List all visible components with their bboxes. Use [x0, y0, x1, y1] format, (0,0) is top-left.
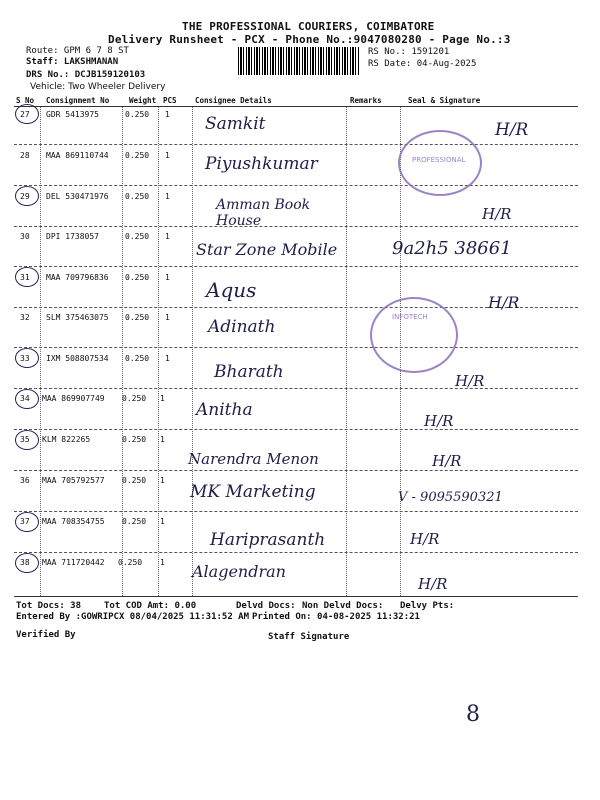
rs-date: RS Date: 04-Aug-2025 — [368, 59, 477, 69]
row-sno: 35 — [20, 435, 30, 444]
row-consignment: MAA 708354755 — [42, 517, 105, 526]
row-weight: 0.250 — [122, 435, 147, 444]
row-weight: 0.250 — [125, 192, 150, 201]
staff-signature-label: Staff Signature — [268, 632, 350, 642]
row-pcs: 1 — [160, 394, 165, 403]
row-pcs: 1 — [160, 517, 165, 526]
row-pcs: 1 — [165, 313, 170, 322]
delivery-points: Delvy Pts: — [400, 601, 455, 611]
row-consignee: Piyushkumar — [205, 154, 318, 174]
company-stamp — [370, 297, 458, 373]
company-title: THE PROFESSIONAL COURIERS, COIMBATORE — [182, 20, 435, 33]
row-separator — [14, 144, 578, 145]
signature-phone: V - 9095590321 — [398, 490, 503, 505]
row-pcs: 1 — [160, 476, 165, 485]
row-sno: 30 — [20, 232, 30, 241]
row-weight: 0.250 — [118, 558, 143, 567]
row-consignment: MAA 869110744 — [46, 151, 109, 160]
col-seal: Seal & Signature — [408, 96, 481, 105]
row-consignee: Samkit — [205, 114, 266, 134]
row-consignee: Alagendran — [192, 562, 286, 581]
row-sno: 28 — [20, 151, 30, 160]
row-consignee: Amman Book House — [216, 197, 311, 229]
barcode — [238, 47, 360, 75]
row-consignment: SLM 375463075 — [46, 313, 109, 322]
row-sno: 37 — [20, 517, 30, 526]
col-remarks: Remarks — [350, 96, 382, 105]
row-consignee: MK Marketing — [190, 482, 316, 502]
stamp-text: INFOTECH — [392, 313, 428, 321]
non-delivered-docs: Non Delvd Docs: — [302, 601, 384, 611]
row-remark: H/R — [410, 530, 440, 548]
row-consignment: IXM 508807534 — [46, 354, 109, 363]
row-weight: 0.250 — [125, 273, 150, 282]
row-remark: H/R — [424, 412, 454, 430]
row-sno: 31 — [20, 273, 30, 282]
row-consignee: Adinath — [208, 317, 276, 337]
total-cod: Tot COD Amt: 0.00 — [104, 601, 197, 611]
row-separator — [14, 429, 578, 430]
row-sno: 33 — [20, 354, 30, 363]
row-remark: H/R — [488, 293, 520, 312]
row-consignment: DEL 530471976 — [46, 192, 109, 201]
staff: Staff: LAKSHMANAN — [26, 57, 119, 67]
entered-by: Entered By :GOWRIPCX 08/04/2025 11:31:52 AM — [16, 612, 249, 622]
row-consignment: MAA 705792577 — [42, 476, 105, 485]
row-pcs: 1 — [165, 232, 170, 241]
row-weight: 0.250 — [122, 476, 147, 485]
page-handwritten-mark: 8 — [466, 702, 480, 727]
route: Route: GPM 6 7 8 ST — [26, 46, 129, 56]
row-pcs: 1 — [160, 558, 165, 567]
row-sno: 32 — [20, 313, 30, 322]
row-remark: H/R — [482, 205, 512, 223]
row-consignee: Bharath — [214, 362, 284, 382]
delivered-docs: Delvd Docs: — [236, 601, 296, 611]
row-remark: H/R — [495, 120, 529, 140]
row-consignee: Hariprasanth — [210, 530, 326, 550]
printed-on: Printed On: 04-08-2025 11:32:21 — [252, 612, 420, 622]
row-consignee: Star Zone Mobile — [196, 240, 338, 259]
row-pcs: 1 — [165, 354, 170, 363]
row-sno: 38 — [20, 558, 30, 567]
row-consignee: Anitha — [196, 400, 253, 420]
vehicle: Vehicle: Two Wheeler Delivery — [30, 82, 166, 92]
row-consignment: KLM 822265 — [42, 435, 91, 444]
company-stamp — [398, 130, 482, 196]
row-sno: 34 — [20, 394, 30, 403]
rs-no: RS No.: 1591201 — [368, 47, 450, 57]
verified-by: Verified By — [16, 630, 76, 640]
row-sno: 36 — [20, 476, 30, 485]
row-sno: 29 — [20, 192, 30, 201]
row-weight: 0.250 — [125, 232, 150, 241]
row-remark: H/R — [432, 452, 462, 470]
row-consignment: GDR 5413975 — [46, 110, 99, 119]
row-consignment: MAA 869907749 — [42, 394, 105, 403]
row-separator — [14, 347, 578, 348]
row-weight: 0.250 — [122, 394, 147, 403]
col-pcs: PCS — [163, 96, 177, 105]
row-pcs: 1 — [165, 110, 170, 119]
row-consignee: Narendra Menon — [188, 450, 319, 468]
row-pcs: 1 — [165, 151, 170, 160]
col-sno: S No — [16, 96, 35, 105]
col-consignment: Consignment No — [46, 96, 110, 105]
row-pcs: 1 — [165, 192, 170, 201]
row-separator — [14, 596, 578, 597]
row-separator — [14, 388, 578, 389]
row-consignment: MAA 711720442 — [42, 558, 105, 567]
row-weight: 0.250 — [125, 110, 150, 119]
row-separator — [14, 266, 578, 267]
row-consignee: Aqus — [206, 278, 257, 302]
row-weight: 0.250 — [125, 151, 150, 160]
col-consignee: Consignee Details — [195, 96, 272, 105]
signature-phone: 9a2h5 38661 — [392, 238, 512, 259]
row-consignment: DPI 1738057 — [46, 232, 99, 241]
row-pcs: 1 — [160, 435, 165, 444]
stamp-text: PROFESSIONAL — [412, 156, 466, 164]
row-remark: H/R — [455, 372, 485, 390]
drs-no: DRS No.: DCJB159120103 — [26, 70, 146, 80]
row-weight: 0.250 — [125, 313, 150, 322]
row-separator — [14, 511, 578, 512]
row-remark: H/R — [418, 575, 448, 593]
row-weight: 0.250 — [122, 517, 147, 526]
row-separator — [14, 552, 578, 553]
runsheet-subtitle: Delivery Runsheet - PCX - Phone No.:9047080280 - Page No.:3 — [108, 33, 511, 46]
row-separator — [14, 185, 578, 186]
row-sno: 27 — [20, 110, 30, 119]
row-separator — [14, 470, 578, 471]
col-weight: Weight — [129, 96, 157, 105]
row-pcs: 1 — [165, 273, 170, 282]
row-separator — [14, 106, 578, 107]
total-docs: Tot Docs: 38 — [16, 601, 82, 611]
row-weight: 0.250 — [125, 354, 150, 363]
row-consignment: MAA 709796836 — [46, 273, 109, 282]
